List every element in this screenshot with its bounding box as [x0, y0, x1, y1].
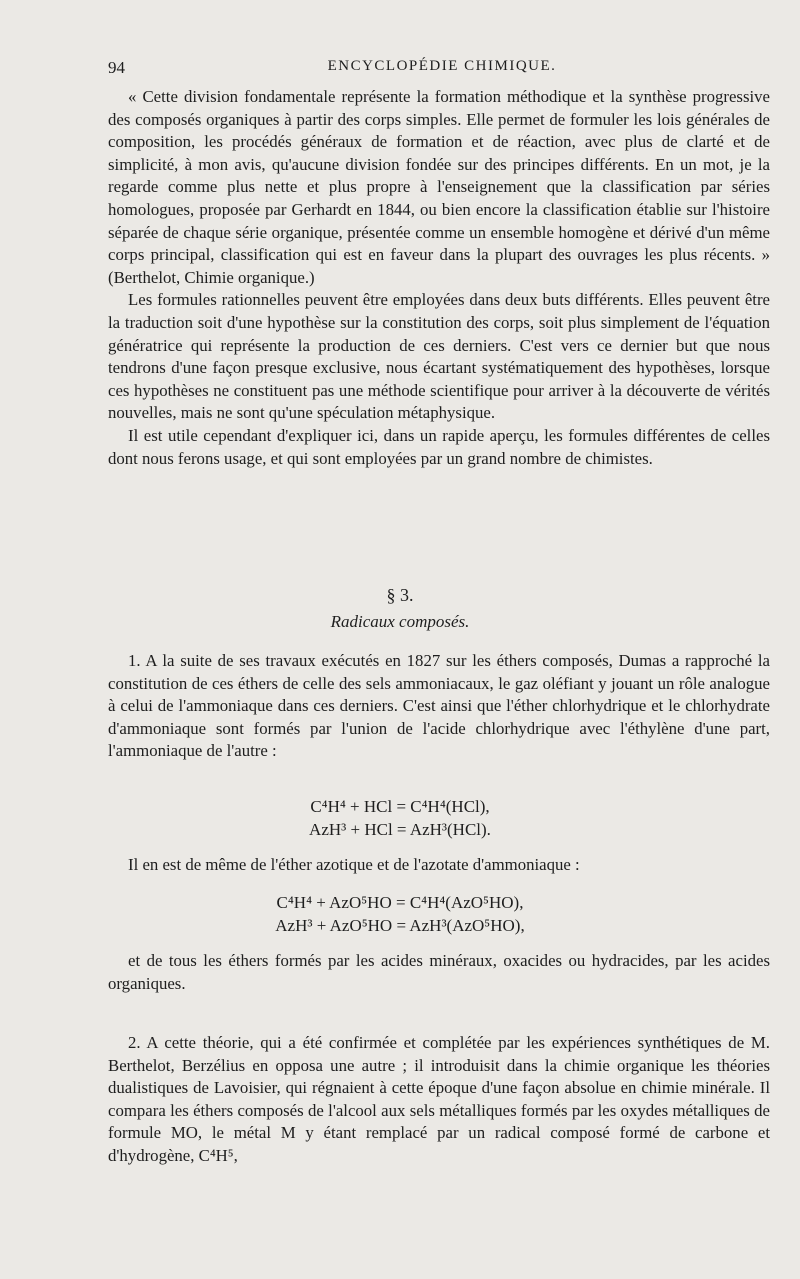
- formula-line: AzH³ + HCl = AzH³(HCl).: [309, 820, 491, 839]
- intro-text: [108, 86, 770, 470]
- page-number: 94: [108, 58, 125, 77]
- paragraph-block-4: [108, 1032, 770, 1168]
- page-header: [108, 58, 776, 80]
- paragraph-1: 1. A la suite de ses travaux exécutés en 1827 sur les éthers composés, Dumas a rapproché la constitution de ces éthers de celle des sels ammoniacaux, le gaz oléfiant y jouant un rôle analogue à celui de l'ammoniaque dans ces derniers. C'est ainsi que l'éther chlorhydrique et le chlorhydrate d'ammoniaque sont formés par l'union de l'acide chlorhydrique avec l'éthylène d'une part, l'ammoniaque de l'autre :: [108, 651, 770, 761]
- paragraph-block-3: [108, 950, 770, 995]
- paragraph-3: et de tous les éthers formés par les acides minéraux, oxacides ou hydracides, par les acides organiques.: [108, 951, 770, 993]
- paragraph-2: Il en est de même de l'éther azotique et de l'azotate d'ammoniaque :: [128, 855, 580, 874]
- paragraph-quote: « Cette division fondamentale représente la formation méthodique et la synthèse progressive des composés organiques à partir des corps simples. Elle permet de formuler les lois générales de composition, les procédés généraux de formation et de réaction, avec plus de clarté et de simplicité, à mon avis, qu'aucune division fondée sur des principes différents. En un mot, je la regarde comme plus nette et plus propre à l'enseignement que la classification par séries homologues, proposée par Gerhardt en 1844, ou bien encore la classification établie sur l'histoire séparée de chaque série organique, présentée comme un ensemble homogène et dérivé d'un même corps principal, classification qui est en faveur dans la plupart des ouvrages les plus récents. » (Berthelot, Chimie organique.): [108, 87, 770, 287]
- paragraph-block-2: [108, 854, 770, 877]
- running-title: ENCYCLOPÉDIE CHIMIQUE.: [327, 58, 557, 74]
- paragraph-4: 2. A cette théorie, qui a été confirmée et complétée par les expériences synthétiques de M. Berthelot, Berzélius en opposa une autre ; il introduisit dans la chimie organique les théories dualistiques de Lavoisier, qui régnaient à cette époque d'une façon absolue en chimie minérale. Il compara les éthers composés de l'alcool aux sels métalliques formés par les oxydes métalliques de formule MO, le métal M y étant remplacé par un radical composé formé de carbone et d'hydrogène, C⁴H⁵,: [108, 1033, 770, 1165]
- paragraph-block-1: [108, 650, 770, 763]
- formula-line: AzH³ + AzO⁵HO = AzH³(AzO⁵HO),: [275, 916, 525, 935]
- section-title: Radicaux composés.: [330, 612, 470, 631]
- paragraph-utility: Il est utile cependant d'expliquer ici, dans un rapide aperçu, les formules différentes de celles dont nous ferons usage, et qui sont employées par un grand nombre de chimistes.: [108, 425, 770, 468]
- formula-line: C⁴H⁴ + AzO⁵HO = C⁴H⁴(AzO⁵HO),: [276, 893, 524, 912]
- formula-line: C⁴H⁴ + HCl = C⁴H⁴(HCl),: [310, 797, 490, 816]
- paragraph-formulas: Les formules rationnelles peuvent être employées dans deux buts différents. Elles peuvent être la traduction soit d'une hypothèse sur la constitution des corps, soit plus simplement de l'équation génératrice qui représente la production de ces derniers. C'est vers ce dernier but que nous tendrons d'une façon presque exclusive, nous écartant systématiquement des hypothèses, lorsque ces hypothèses ne constituent pas une méthode scientifique pour arriver à la découverte de vérités nouvelles, mais ne sont qu'une spéculation métaphysique.: [108, 290, 770, 423]
- section-number: § 3.: [386, 585, 414, 605]
